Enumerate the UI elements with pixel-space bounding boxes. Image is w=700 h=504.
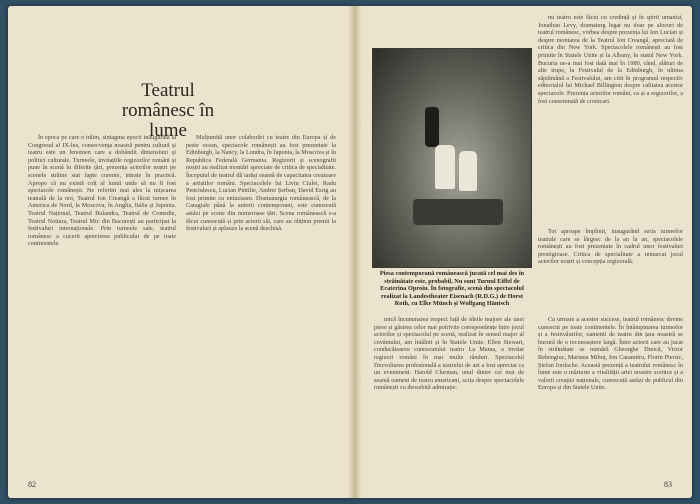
right-page xyxy=(362,6,692,498)
photo-figure-dark xyxy=(425,107,439,147)
photo-figure-2 xyxy=(459,151,477,191)
right-column-bottom-left xyxy=(374,316,524,481)
right-column-top-text: nu teatru este făcut cu credință și în spirit umanist, Jonathan Levy, dramaturg legat nu doar pe alocuri de teatrul românesc, vorbea despre prezența lui Ion Lucian și despre montarea de la Teatrul Ion Creangă, apreciată de critica din New York. Spectacolele românești au fost primite în Statele Unite și la Albany, în statul New York. Bucuria ne-a mai fost dată mai în 1980, când, alături de alte trupe, la Festivalul de la Edinburgh, în ultima săptămână a Festivalului, am citit în programul respectiv editorialul lui Michael Billington despre calitatea acestor spectacole. Prezența actorilor români, ca și a regizorilor, a fost consemnată de cronicari. xyxy=(538,14,683,105)
page-number-right: 83 xyxy=(664,480,672,489)
right-column-bottom-right xyxy=(538,316,683,481)
theatre-photo xyxy=(372,48,532,268)
right-column-middle-text: Tot aproape împlinit, inaugurând seria turneelor teatrale care se lărgesc de la an la an, spectacolele românești au fost prezentate în cadrul unor festivaluri prestigioase. Critica de specialitate a remarcat jocul actorilor noștri și concepția regizorală. xyxy=(538,228,683,266)
page-number-left: 82 xyxy=(28,480,36,489)
left-column-1 xyxy=(28,134,176,474)
book-spread xyxy=(8,6,692,498)
book-gutter xyxy=(348,6,362,498)
photo-stage xyxy=(413,199,503,225)
right-column-top xyxy=(538,14,683,224)
right-column-middle xyxy=(538,228,683,308)
left-column-2 xyxy=(186,134,336,474)
right-column-bottom-left-text: mică încununarea respect față de ideile majore ale unei piese și găsirea celor mai potrivite corespondențe între jocul actorilor și spectacolul pe scenă, realizat în sensul major al cuvântului, am întâlnit și în Statele Unite. Ellen Stewart, conducătoarea cunoscutului teatru La Mama, a invitat regizori români în mai multe rânduri. Spectacolul Dezvoltarea profesională a teatrului de azi a fost apreciat ca un eveniment. Harold Clurman, unul dintre cei mai de seamă oameni de teatru americani, scria despre spectacolele românești cu deosebită admirație. xyxy=(374,316,524,392)
article-title: Teatrul românesc în lume xyxy=(121,80,215,141)
right-column-bottom-right-text: Ca urmare a acestor succese, teatrul românesc devine cunoscut pe toate continentele. În întâmpinarea turneelor și a festivalurilor, oamenii de teatru din țara noastră se bucură de o recunoaștere largă. Între actorii care au jucat în străinătate se numără Gheorghe Dinică, Victor Rebengiuc, Mariana Mihuț, Ion Caramitru, Florin Piersic, Ștefan Iordache. Această prezență a teatrului românesc în lume este o mărturie a vitalității artei noastre scenice și a valorii creației naționale, cunoscută astăzi de publicul din Europa și din Statele Unite. xyxy=(538,316,683,392)
photo-figure-1 xyxy=(435,145,455,189)
left-column-2-text: Mulțumită unor colaborări cu teatre din Europa și de peste ocean, spectacole românești au fost prezentate la Edinburgh, la Nancy, la Londra, în Japonia, la Moscova și în Republica Federală Germania. Regizorii și scenografii noștri au realizat montări apreciate de critica de specialitate. Începutul de teatrul dă iarăși seamă de capacitatea creatoare a artiștilor români. Spectacolele lui Liviu Ciulei, Radu Penciulescu, Lucian Pintilie, Andrei Șerban, David Esrig au fost primite cu entuziasm. Dramaturgia românească, de la Caragiale până la autorii contemporani, este cunoscută astăzi pe scene din numeroase țări. Scena românească s-a făcut cunoscută și prin actorii săi, care au obținut premii la festivaluri și aplauze la scenă deschisă. xyxy=(186,134,336,233)
photo-caption: Piesa contemporană românească jucată cel mai des în străinătate este, probabil, Nu sunt Turnul Eiffel de Ecaterina Oproiu. În fotografie, scenă din spectacolul realizat la Landestheater Eisenach (R.D.G.) de Horst Roth, cu Elke Münch și Wolfgang Häntsch xyxy=(379,270,525,308)
left-page xyxy=(8,6,348,498)
left-column-1-text: În epoca pe care o trăim, sintagma epocii inaugurată la Congresul al IX-lea, consecvența noastră pentru cultură și teatru este un fenomen care a dobândit dimensiuni și politici culturale. Turneele, invitațiile regizorilor români și pune în scenă în diferite țări, prezența actorilor noștri pe scenele străine stat fapte curente, intrate în practică. Apropo că nu există colț al lumii unde să nu fi fost spectacole românești. Ne referim mai ales la mișcarea teatrală de la noi, Teatrul Ion Creangă a făcut turnee în America de Nord, la Moscova, în Anglia, Italia și Japonia. Teatrul Național, Teatrul Bulandra, Teatrul de Comedie, Teatrul Nottara, Teatrul Mic din București au participat la festivaluri internaționale. Prin turneele sale, teatrul românesc a cucerit aprecierea publicului de pe toate continentele. xyxy=(28,134,176,248)
